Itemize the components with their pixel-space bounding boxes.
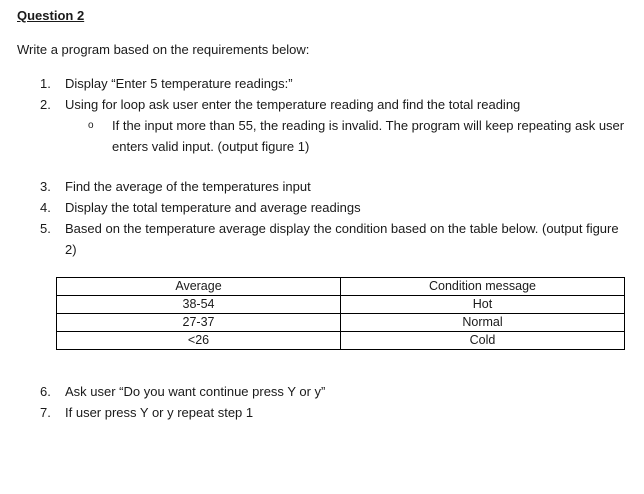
step-3 [40,177,630,198]
condition-table [56,277,625,350]
step-number: 7. [40,405,51,420]
step-text: Ask user “Do you want continue press Y or y” [65,384,326,399]
table-cell-average: 38-54 [57,296,341,314]
step-number: 4. [40,200,51,215]
table-row [57,296,625,314]
table-row [57,314,625,332]
step-4 [40,198,630,219]
sub-bullet-text: If the input more than 55, the reading is invalid. The program will keep repeating ask user enters valid input. (output figure 1) [112,118,625,154]
step-text: Display “Enter 5 temperature readings:” [65,76,293,91]
step-6 [40,382,630,403]
step-number: 6. [40,384,51,399]
step-2-sub-bullet [88,116,628,157]
table-cell-condition: Normal [341,314,625,332]
table-cell-average: <26 [57,332,341,350]
table-header-condition: Condition message [341,278,625,296]
table-header-row [57,278,625,296]
hollow-bullet-icon: o [88,120,94,131]
step-2 [40,95,630,116]
question-title: Question 2 [17,8,85,23]
table-cell-condition: Cold [341,332,625,350]
step-text: Find the average of the temperatures input [65,179,311,194]
step-7 [40,403,630,424]
step-5 [40,219,630,260]
step-number: 3. [40,179,51,194]
step-text: Using for loop ask user enter the temperature reading and find the total reading [65,97,521,112]
table-row [57,332,625,350]
step-text: If user press Y or y repeat step 1 [65,405,254,420]
step-number: 5. [40,221,51,236]
table-cell-average: 27-37 [57,314,341,332]
step-text: Based on the temperature average display the condition based on the table below. (output figure 2) [65,221,619,257]
table-header-average: Average [57,278,341,296]
step-number: 1. [40,76,51,91]
question-intro: Write a program based on the requirements below: [17,42,310,57]
table-cell-condition: Hot [341,296,625,314]
step-text: Display the total temperature and average readings [65,200,361,215]
step-number: 2. [40,97,51,112]
step-1 [40,74,630,95]
